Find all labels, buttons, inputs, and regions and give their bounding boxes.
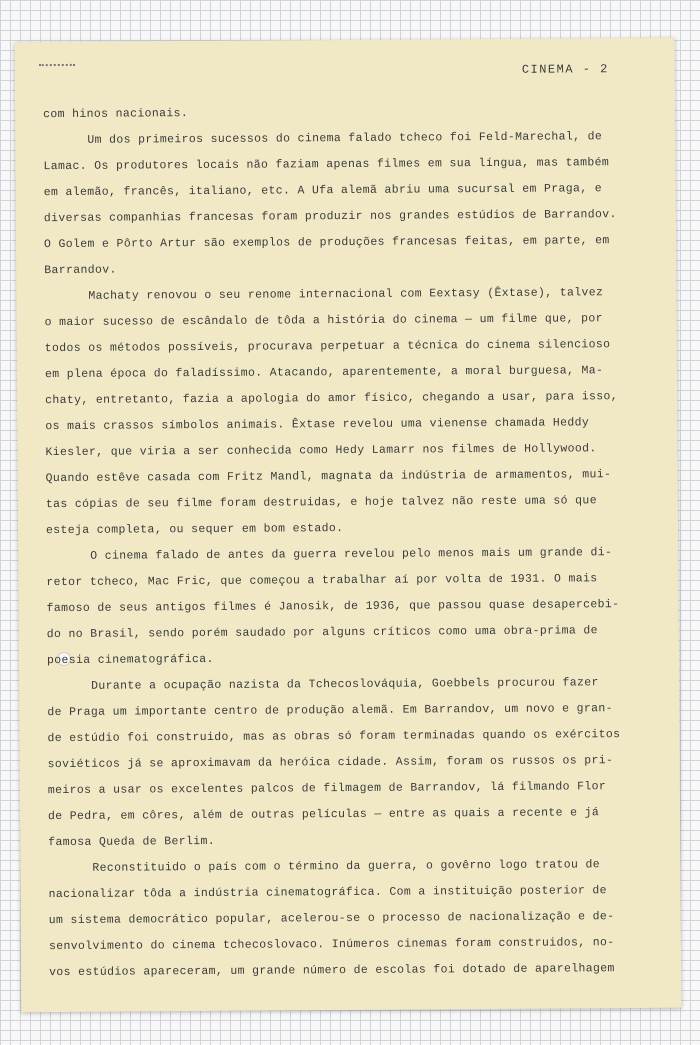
text-line: em alemão, francês, italiano, etc. A Ufa alemã abriu uma sucursal em Praga, e <box>43 182 603 200</box>
text-line: O cinema falado de antes da guerra revelou pelo menos mais um grande di- <box>90 546 613 563</box>
text-line: de Pedra, em côres, além de outras películas — entre as quais a recente e já <box>47 806 600 824</box>
text-line: vos estúdios apareceram, um grande número de escolas foi dotado de aparelhagem <box>49 962 615 980</box>
page-header: CINEMA - 2 <box>521 62 609 77</box>
text-line: de estúdio foi construido, mas as obras só foram terminadas quando os exércitos <box>47 728 621 746</box>
text-line: poesia cinematográfica. <box>46 652 214 668</box>
text-line: diversas companhias francesas foram produzir nos grandes estúdios de Barrandov. <box>43 208 617 226</box>
text-line: um sistema democrático popular, acelerou-se o processo de nacionalização e de- <box>48 910 615 928</box>
text-line: Kiesler, que viria a ser conhecida como Hedy Lamarr nos filmes de Hollywood. <box>45 442 597 460</box>
text-line: Um dos primeiros sucessos do cinema falado tcheco foi Feld-Marechal, de <box>87 130 603 147</box>
text-line: Barrandov. <box>44 263 117 278</box>
text-line: retor tcheco, Mac Fric, que começou a trabalhar aí por volta de 1931. O mais <box>46 572 598 590</box>
text-line: O Golem e Pôrto Artur são exemplos de produções francesas feitas, em parte, em <box>43 234 610 252</box>
text-line: meiros a usar os excelentes palcos de filmagem de Barrandov, lá filmando Flor <box>47 780 607 798</box>
text-line: todos os métodos possíveis, procurava perpetuar a técnica do cinema silencioso <box>44 338 611 356</box>
text-line: chaty, entretanto, fazia a apologia do amor físico, chegando a usar, para isso, <box>45 390 618 408</box>
text-line: Quando estêve casada com Fritz Mandl, magnata da indústria de armamentos, mui- <box>45 468 612 486</box>
text-line: de Praga um importante centro de produção alemã. Em Barrandov, um novo e gran- <box>47 702 613 720</box>
pen-mark <box>39 64 75 66</box>
text-line: Durante a ocupação nazista da Tchecoslováquia, Goebbels procurou fazer <box>91 676 599 693</box>
text-line: senvolvimento do cinema tchecoslovaco. Inúmeros cinemas foram construidos, no- <box>48 936 615 954</box>
text-line: o maior sucesso de escândalo de tôda a história do cinema — um filme que, por <box>44 312 603 330</box>
text-line: tas cópias de seu filme foram destruidas, e hoje talvez não reste uma só que <box>45 494 597 512</box>
text-line: famoso de seus antigos filmes é Janosik, de 1936, que passou quase desapercebi- <box>46 598 620 616</box>
text-line: os mais crassos símbolos animais. Êxtase revelou uma vienense chamada Heddy <box>45 416 590 434</box>
text-line: do no Brasil, sendo porém saudado por alguns críticos como uma obra-prima de <box>46 624 598 642</box>
text-line: soviéticos já se aproximavam da heróica cidade. Assim, foram os russos os pri- <box>47 754 614 772</box>
text-line: Machaty renovou o seu renome internacional com Eextasy (Êxtase), talvez <box>88 286 604 303</box>
text-line: Lamac. Os produtores locais não faziam apenas filmes em sua língua, mas também <box>43 156 610 174</box>
text-line: esteja completa, ou sequer em bom estado. <box>45 522 344 538</box>
text-line: famosa Queda de Berlim. <box>48 834 216 850</box>
text-line: com hinos nacionais. <box>43 107 189 122</box>
text-line: nacionalizar tôda a indústria cinematográfica. Com a instituição posterior de <box>48 884 607 902</box>
text-line: em plena época do faladíssimo. Atacando, aparentemente, a moral burguesa, Ma- <box>44 364 604 382</box>
text-line: Reconstituido o país com o término da guerra, o govêrno logo tratou de <box>92 858 601 875</box>
typewritten-page <box>15 38 682 1013</box>
